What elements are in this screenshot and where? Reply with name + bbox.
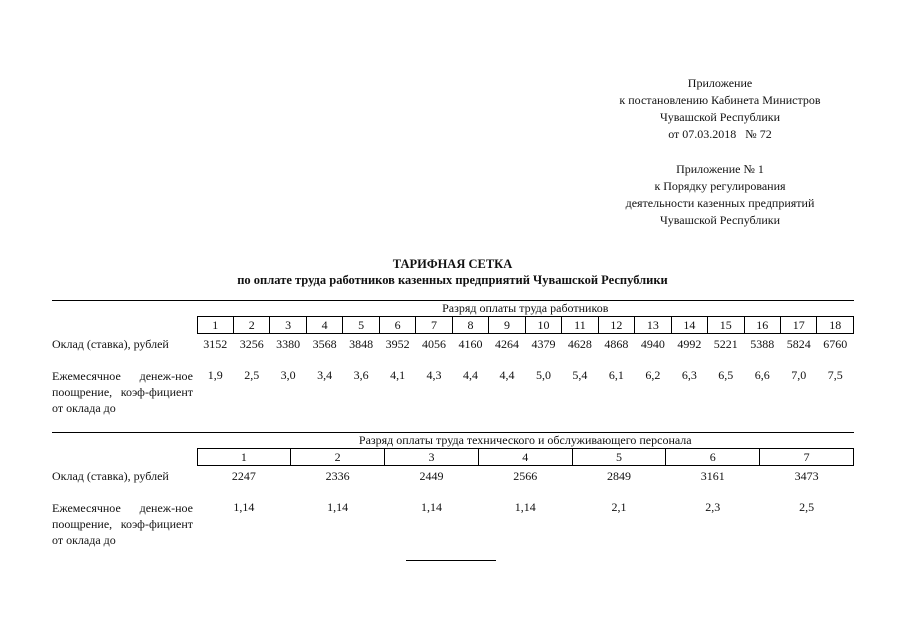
bonus-cell: 2,3 bbox=[705, 500, 721, 514]
table-corner bbox=[52, 433, 197, 449]
appendix-line: Приложение № 1 bbox=[676, 162, 764, 176]
grade-cell: 14 bbox=[671, 317, 707, 334]
table-corner bbox=[52, 301, 197, 317]
salary-cell: 4992 bbox=[677, 337, 702, 351]
tariff-table-technical-staff bbox=[52, 432, 854, 548]
grade-cell: 6 bbox=[666, 449, 760, 466]
appendix-block bbox=[560, 75, 880, 229]
appendix-line: к постановлению Кабинета Министров bbox=[619, 93, 821, 107]
bonus-cell: 5,0 bbox=[535, 368, 551, 382]
document-subtitle: по оплате труда работников казенных предприятий Чувашской Республики bbox=[237, 273, 668, 287]
salary-cell: 4868 bbox=[604, 337, 629, 351]
grade-cell: 11 bbox=[562, 317, 598, 334]
bonus-cell: 6,5 bbox=[718, 368, 734, 382]
bonus-cell: 1,14 bbox=[420, 500, 442, 514]
salary-cell: 2336 bbox=[325, 469, 350, 483]
grade-cell: 4 bbox=[478, 449, 572, 466]
salary-cell: 5221 bbox=[713, 337, 738, 351]
bonus-cell: 4,4 bbox=[499, 368, 515, 382]
bonus-cell: 7,0 bbox=[791, 368, 807, 382]
salary-cell: 2849 bbox=[607, 469, 632, 483]
grade-cell: 5 bbox=[572, 449, 666, 466]
row-label-salary: Оклад (ставка), рублей bbox=[52, 336, 169, 351]
table-corner bbox=[52, 317, 197, 334]
grade-cell: 4 bbox=[306, 317, 342, 334]
grade-cell: 7 bbox=[416, 317, 452, 334]
salary-cell: 3473 bbox=[794, 469, 819, 483]
bonus-cell: 1,9 bbox=[207, 368, 223, 382]
grade-cell: 3 bbox=[385, 449, 479, 466]
salary-cell: 3568 bbox=[312, 337, 337, 351]
grade-cell: 8 bbox=[452, 317, 488, 334]
grade-cell: 1 bbox=[197, 317, 233, 334]
bonus-cell: 5,4 bbox=[572, 368, 588, 382]
grade-cell: 1 bbox=[197, 449, 291, 466]
salary-cell: 3380 bbox=[276, 337, 301, 351]
bonus-cell: 2,1 bbox=[611, 500, 627, 514]
salary-cell: 2247 bbox=[231, 469, 256, 483]
grade-cell: 18 bbox=[817, 317, 854, 334]
salary-cell: 4160 bbox=[458, 337, 483, 351]
grade-cell: 13 bbox=[635, 317, 671, 334]
salary-cell: 5824 bbox=[786, 337, 811, 351]
table-header: Разряд оплаты труда технического и обслуживающего персонала bbox=[197, 433, 854, 449]
bonus-cell: 6,3 bbox=[681, 368, 697, 382]
salary-cell: 6760 bbox=[823, 337, 848, 351]
bonus-cell: 4,4 bbox=[463, 368, 479, 382]
grade-cell: 17 bbox=[781, 317, 817, 334]
salary-cell: 3848 bbox=[349, 337, 374, 351]
appendix-line: от 07.03.2018 № 72 bbox=[668, 127, 772, 141]
footer-divider bbox=[406, 560, 496, 561]
bonus-cell: 4,3 bbox=[426, 368, 442, 382]
table-header: Разряд оплаты труда работников bbox=[197, 301, 854, 317]
appendix-line: деятельности казенных предприятий bbox=[625, 196, 815, 210]
salary-cell: 4264 bbox=[494, 337, 519, 351]
appendix-line: к Порядку регулирования bbox=[654, 179, 786, 193]
bonus-cell: 3,4 bbox=[317, 368, 333, 382]
bonus-cell: 6,1 bbox=[608, 368, 624, 382]
salary-cell: 3161 bbox=[700, 469, 725, 483]
grade-cell: 6 bbox=[379, 317, 415, 334]
bonus-cell: 3,6 bbox=[353, 368, 369, 382]
document-title: ТАРИФНАЯ СЕТКА bbox=[392, 257, 513, 271]
bonus-cell: 7,5 bbox=[827, 368, 843, 382]
salary-cell: 4940 bbox=[640, 337, 665, 351]
bonus-cell: 6,6 bbox=[754, 368, 770, 382]
grade-cell: 2 bbox=[291, 449, 385, 466]
bonus-cell: 1,14 bbox=[327, 500, 349, 514]
tariff-table-workers bbox=[52, 300, 854, 416]
bonus-cell: 4,1 bbox=[390, 368, 406, 382]
row-label-bonus: Ежемесячное денеж-ное поощрение, коэф-фициент от оклада до bbox=[52, 501, 193, 547]
grade-cell: 2 bbox=[233, 317, 269, 334]
grade-cell: 10 bbox=[525, 317, 561, 334]
appendix-gap bbox=[560, 143, 880, 161]
salary-cell: 4628 bbox=[567, 337, 592, 351]
salary-cell: 5388 bbox=[750, 337, 775, 351]
row-label-bonus: Ежемесячное денеж-ное поощрение, коэф-фициент от оклада до bbox=[52, 369, 193, 415]
grade-cell: 5 bbox=[343, 317, 379, 334]
grade-cell: 9 bbox=[489, 317, 525, 334]
salary-cell: 3256 bbox=[239, 337, 264, 351]
grade-cell: 3 bbox=[270, 317, 306, 334]
bonus-cell: 1,14 bbox=[514, 500, 536, 514]
salary-cell: 4056 bbox=[422, 337, 447, 351]
grade-cell: 16 bbox=[744, 317, 780, 334]
row-label-salary: Оклад (ставка), рублей bbox=[52, 468, 169, 483]
salary-cell: 3952 bbox=[385, 337, 410, 351]
appendix-line: Чувашской Республики bbox=[659, 213, 781, 227]
bonus-cell: 1,14 bbox=[233, 500, 255, 514]
salary-cell: 2566 bbox=[513, 469, 538, 483]
bonus-cell: 3,0 bbox=[280, 368, 296, 382]
salary-cell: 3152 bbox=[203, 337, 228, 351]
bonus-cell: 6,2 bbox=[645, 368, 661, 382]
bonus-cell: 2,5 bbox=[244, 368, 260, 382]
salary-cell: 4379 bbox=[531, 337, 556, 351]
salary-cell: 2449 bbox=[419, 469, 444, 483]
table-corner bbox=[52, 449, 197, 466]
bonus-cell: 2,5 bbox=[799, 500, 815, 514]
appendix-line: Чувашской Республики bbox=[659, 110, 781, 124]
grade-cell: 7 bbox=[760, 449, 854, 466]
appendix-line: Приложение bbox=[687, 76, 753, 90]
grade-cell: 15 bbox=[708, 317, 744, 334]
grade-cell: 12 bbox=[598, 317, 634, 334]
